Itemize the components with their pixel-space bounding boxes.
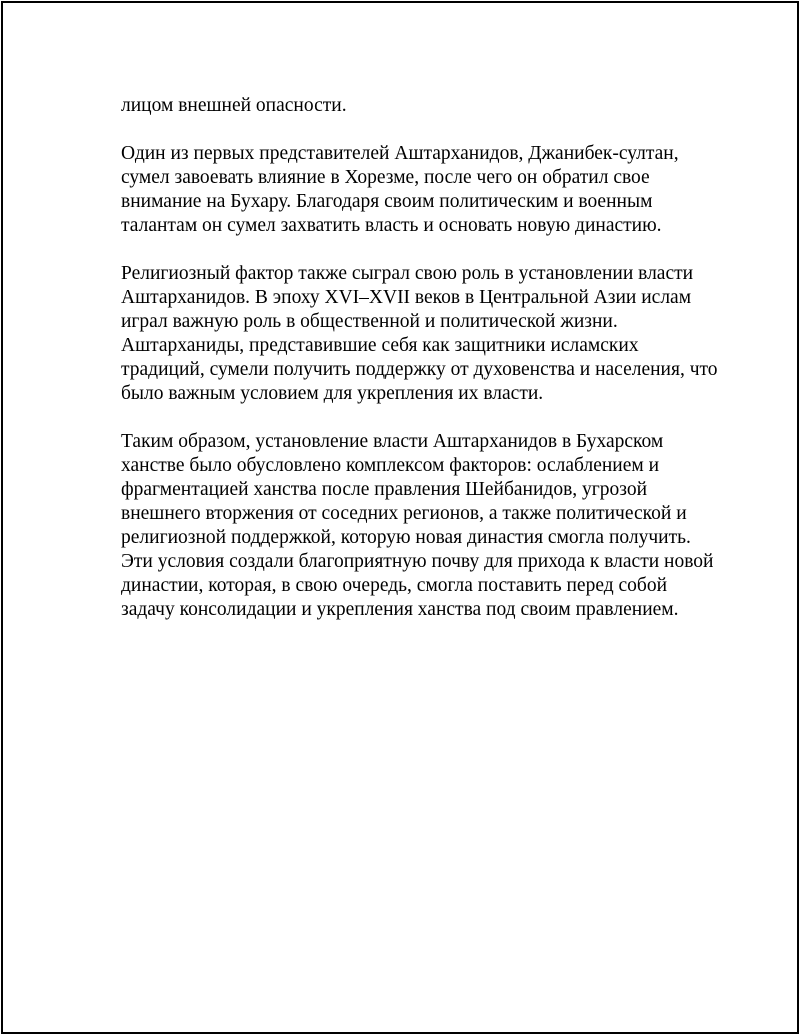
text-line: Религиозный фактор также сыграл свою роль в установлении власти	[121, 263, 694, 284]
text-line: традиций, сумели получить поддержку от духовенства и населения, что	[121, 359, 718, 380]
text-line: Таким образом, установление власти Аштарханидов в Бухарском	[121, 431, 664, 452]
paragraph-2	[121, 142, 711, 238]
text-line: религиозной поддержкой, которую новая династия смогла получить.	[121, 527, 691, 548]
text-line: внимание на Бухару. Благодаря своим политическим и военным	[121, 191, 653, 212]
text-line: ханстве было обусловлено комплексом факторов: ослаблением и	[121, 455, 660, 476]
text-line: Один из первых представителей Аштарханидов, Джанибек-султан,	[121, 143, 679, 164]
text-line: было важным условием для укрепления их власти.	[121, 383, 544, 404]
text-line: сумел завоевать влияние в Хорезме, после чего он обратил свое	[121, 167, 650, 188]
text-line: династии, которая, в свою очередь, смогла поставить перед собой	[121, 575, 668, 596]
document-page	[1, 1, 799, 1034]
text-line: Аштарханиды, представившие себя как защитники исламских	[121, 335, 639, 356]
text-line: талантам он сумел захватить власть и основать новую династию.	[121, 215, 662, 236]
text-line: играл важную роль в общественной и политической жизни.	[121, 311, 618, 332]
text-line: внешнего вторжения от соседних регионов, а также политической и	[121, 503, 687, 524]
paragraph-3	[121, 262, 718, 406]
paragraph-4	[121, 430, 714, 622]
text-line: задачу консолидации и укрепления ханства под своим правлением.	[121, 599, 679, 620]
paragraph-1	[121, 94, 711, 118]
text-line: лицом внешней опасности.	[121, 95, 347, 116]
text-line: фрагментацией ханства после правления Шейбанидов, угрозой	[121, 479, 648, 500]
document-body	[121, 94, 718, 646]
text-line: Аштарханидов. В эпоху XVI–XVII веков в Центральной Азии ислам	[121, 287, 692, 308]
text-line: Эти условия создали благоприятную почву для прихода к власти новой	[121, 551, 714, 572]
